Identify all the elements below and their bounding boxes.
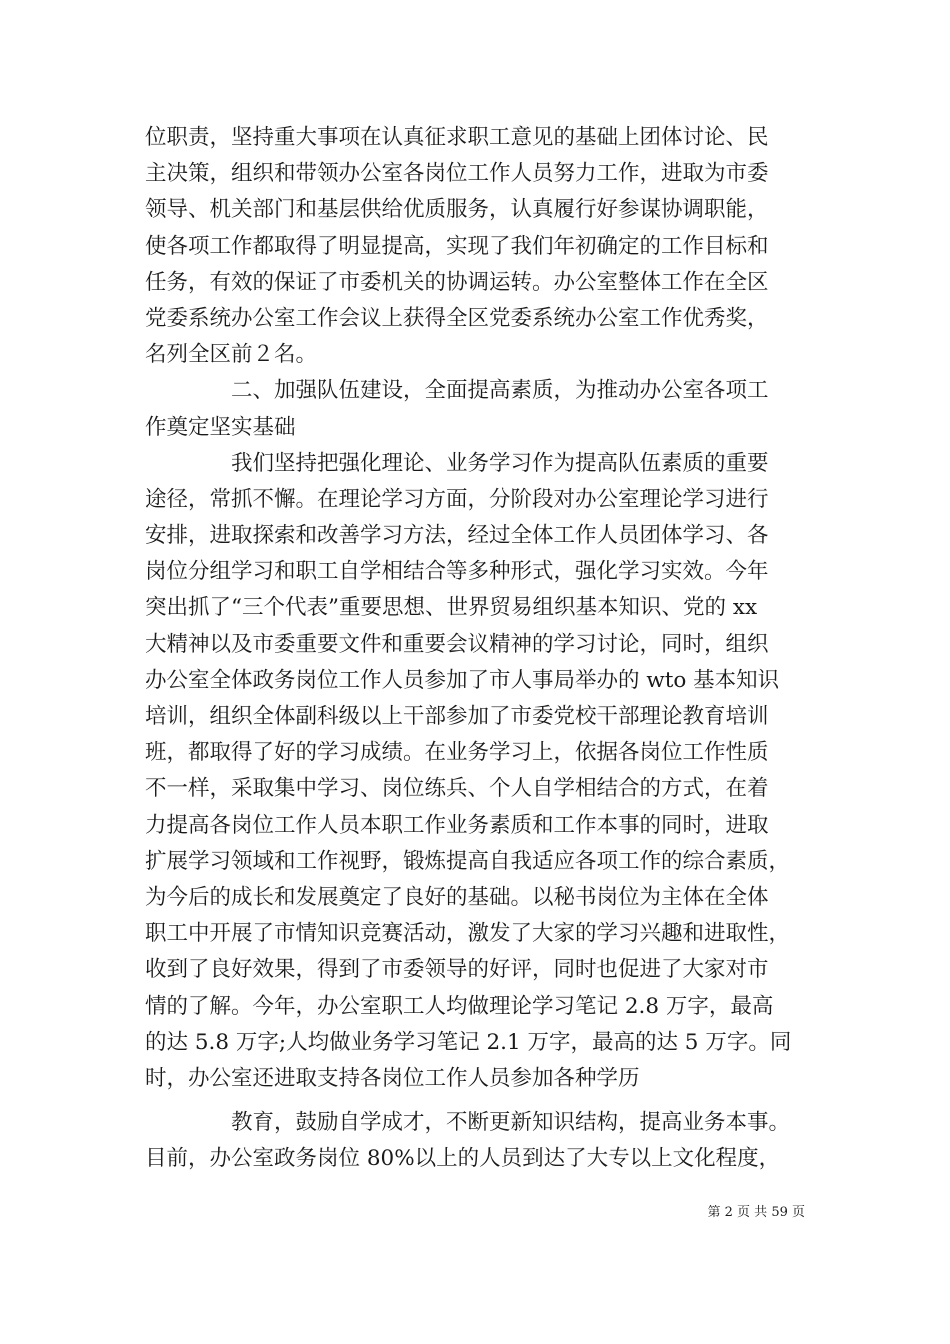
text-line: 我们坚持把强化理论、业务学习作为提高队伍素质的重要 bbox=[145, 450, 769, 476]
text-line: 途径，常抓不懈。在理论学习方面，分阶段对办公室理论学习进行 bbox=[145, 486, 769, 512]
text-line: 大精神以及市委重要文件和重要会议精神的学习讨论，同时，组织 bbox=[145, 631, 769, 657]
body-text bbox=[145, 120, 815, 1177]
text-line: 党委系统办公室工作会议上获得全区党委系统办公室工作优秀奖， bbox=[145, 305, 769, 331]
text-line: 时，办公室还进取支持各岗位工作人员参加各种学历 bbox=[145, 1065, 640, 1091]
text-line: 使各项工作都取得了明显提高，实现了我们年初确定的工作目标和 bbox=[145, 233, 769, 259]
page-number: 第 2 页 共 59 页 bbox=[707, 1205, 805, 1220]
text-line: 名列全区前２名。 bbox=[145, 342, 318, 368]
section-heading-line: 作奠定坚实基础 bbox=[145, 414, 296, 440]
text-line: 岗位分组学习和职工自学相结合等多种形式，强化学习实效。今年 bbox=[145, 559, 769, 585]
text-line: 安排，进取探索和改善学习方法，经过全体工作人员团体学习、各 bbox=[145, 523, 769, 549]
text-line: 不一样，采取集中学习、岗位练兵、个人自学相结合的方式，在着 bbox=[145, 776, 769, 802]
text-line: 教育，鼓励自学成才，不断更新知识结构，提高业务本事。 bbox=[145, 1110, 791, 1136]
text-line: 情的了解。今年，办公室职工人均做理论学习笔记 2.8 万字，最高 bbox=[145, 993, 774, 1019]
text-line: 主决策，组织和带领办公室各岗位工作人员努力工作，进取为市委 bbox=[145, 161, 769, 187]
text-line: 目前，办公室政务岗位 80%以上的人员到达了大专以上文化程度， bbox=[145, 1146, 781, 1172]
paragraph-gap bbox=[145, 1097, 815, 1105]
text-line: 扩展学习领域和工作视野，锻炼提高自我适应各项工作的综合素质， bbox=[145, 848, 791, 874]
text-line: 办公室全体政务岗位工作人员参加了市人事局举办的 wto 基本知识 bbox=[145, 667, 780, 693]
text-line: 收到了良好效果，得到了市委领导的好评，同时也促进了大家对市 bbox=[145, 957, 769, 983]
text-line: 为今后的成长和发展奠定了良好的基础。以秘书岗位为主体在全体 bbox=[145, 884, 769, 910]
section-heading-line: 二、加强队伍建设，全面提高素质，为推动办公室各项工 bbox=[145, 378, 769, 404]
text-line: 培训，组织全体副科级以上干部参加了市委党校干部理论教育培训 bbox=[145, 704, 769, 729]
text-line: 班，都取得了好的学习成绩。在业务学习上，依据各岗位工作性质 bbox=[145, 740, 769, 766]
text-line: 职工中开展了市情知识竞赛活动，激发了大家的学习兴趣和进取性， bbox=[145, 921, 791, 947]
text-line: 领导、机关部门和基层供给优质服务，认真履行好参谋协调职能， bbox=[145, 197, 769, 223]
text-line: 力提高各岗位工作人员本职工作业务素质和工作本事的同时，进取 bbox=[145, 812, 769, 838]
text-line: 突出抓了“三个代表”重要思想、世界贸易组织基本知识、党的 xx bbox=[145, 595, 758, 621]
text-line: 任务，有效的保证了市委机关的协调运转。办公室整体工作在全区 bbox=[145, 269, 769, 295]
text-line: 的达 5.8 万字;人均做业务学习笔记 2.1 万字，最高的达 5 万字。同 bbox=[145, 1029, 792, 1055]
text-line: 位职责，坚持重大事项在认真征求职工意见的基础上团体讨论、民 bbox=[145, 125, 769, 150]
